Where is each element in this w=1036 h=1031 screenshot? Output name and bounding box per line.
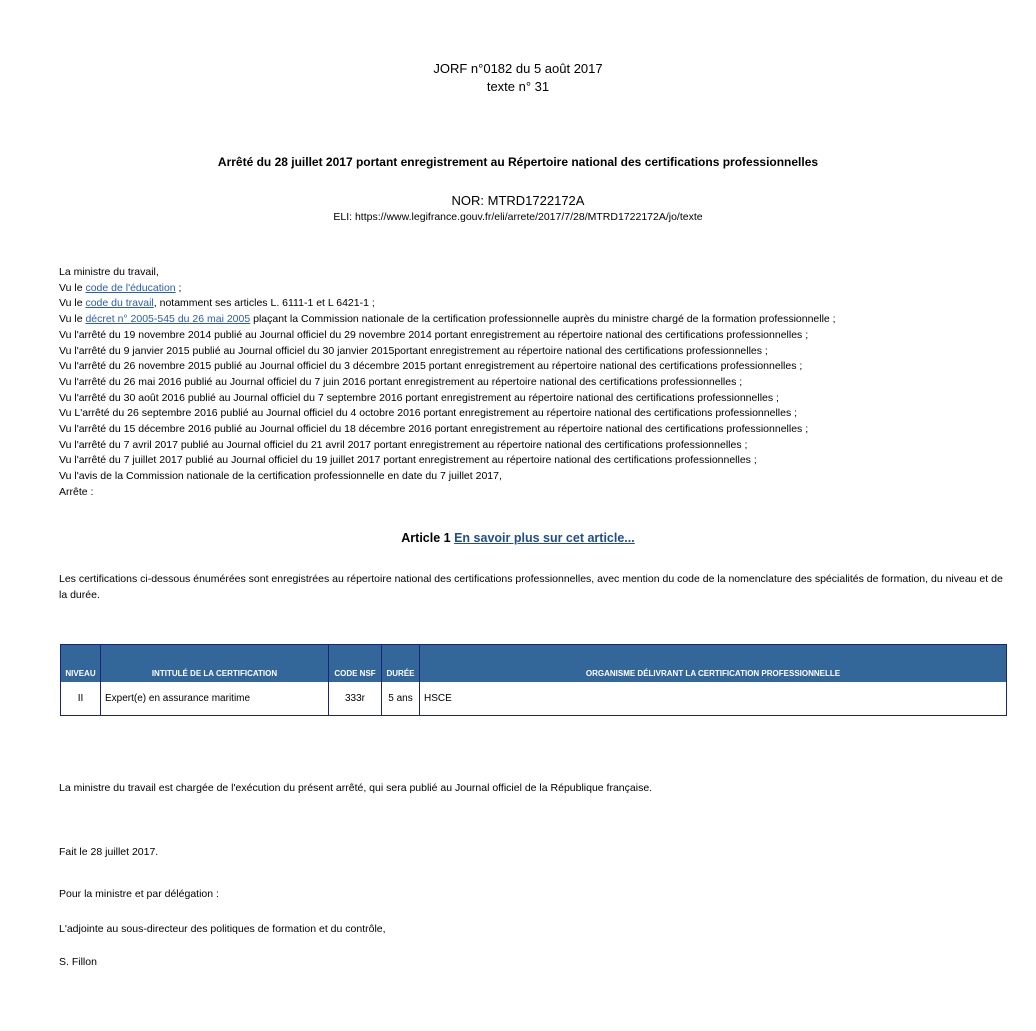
table-row [61, 682, 1007, 716]
visa-line: Vu l'arrêté du 30 août 2016 publié au Journal officiel du 7 septembre 2016 portant enregistrement au répertoire national des certifications professionnelles ; [59, 391, 779, 404]
table-header-row [61, 645, 1007, 683]
texte-number: texte n° 31 [486, 79, 550, 94]
visa-line: Vu l'arrêté du 26 novembre 2015 publié au Journal officiel du 3 décembre 2015 portant enregistrement au répertoire national des certifications professionnelles ; [59, 360, 803, 373]
article-label: Article 1 [401, 531, 451, 545]
cell-duree: 5 ans [382, 682, 420, 716]
visa-decret: Vu le décret n° 2005-545 du 26 mai 2005 plaçant la Commission nationale de la certification professionnelle auprès du ministre chargé de la formation professionnelle ; [59, 313, 836, 326]
arrete-line: Arrête : [59, 485, 94, 498]
header-intitule: INTITULÉ DE LA CERTIFICATION [101, 645, 329, 683]
journal-reference [0, 60, 1036, 96]
visa-travail: Vu le code du travail, notamment ses articles L. 6111-1 et L 6421-1 ; [59, 297, 375, 310]
nor-reference: NOR: MTRD1722172A [451, 193, 585, 208]
header-duree: DURÉE [382, 645, 420, 683]
header-organisme: ORGANISME DÉLIVRANT LA CERTIFICATION PROFESSIONNELLE [420, 645, 1007, 683]
visa-line: Vu l'arrêté du 15 décembre 2016 publié au Journal officiel du 18 décembre 2016 portant enregistrement au répertoire national des certifications professionnelles ; [59, 423, 809, 436]
document-title: Arrêté du 28 juillet 2017 portant enregistrement au Répertoire national des certifications professionnelles [217, 155, 819, 169]
visa-line: Vu l'arrêté du 7 avril 2017 publié au Journal officiel du 21 avril 2017 portant enregistrement au répertoire national des certifications professionnelles ; [59, 438, 748, 451]
visa-line: Vu l'arrêté du 19 novembre 2014 publié au Journal officiel du 29 novembre 2014 portant enregistrement au répertoire national des certifications professionnelles ; [59, 328, 809, 341]
decret-link[interactable]: décret n° 2005-545 du 26 mai 2005 [85, 313, 251, 326]
signatory-title: L'adjointe au sous-directeur des politiques de formation et du contrôle, [59, 923, 386, 935]
signing-date: Fait le 28 juillet 2017. [59, 846, 159, 858]
article-more-link[interactable]: En savoir plus sur cet article... [454, 531, 635, 545]
visas-section [59, 265, 1019, 501]
delegation-line: Pour la ministre et par délégation : [59, 888, 219, 900]
cell-intitule: Expert(e) en assurance maritime [101, 682, 329, 716]
certification-table [60, 644, 1007, 716]
visa-line: Vu l'arrêté du 7 juillet 2017 publié au Journal officiel du 19 juillet 2017 portant enregistrement au répertoire national des certifications professionnelles ; [59, 454, 757, 467]
eli-reference: ELI: https://www.legifrance.gouv.fr/eli/arrete/2017/7/28/MTRD1722172A/jo/texte [333, 211, 703, 223]
visa-line: Vu L'arrêté du 26 septembre 2016 publié au Journal officiel du 4 octobre 2016 portant enregistrement au répertoire national des certifications professionnelles ; [59, 407, 798, 420]
article-intro: Les certifications ci-dessous énumérées sont enregistrées au répertoire national des certifications professionnelles, avec mention du code de la nomenclature des spécialités de formation, du niveau et de la durée. [59, 573, 1003, 601]
code-travail-link[interactable]: code du travail [85, 297, 154, 310]
header-niveau: NIVEAU [61, 645, 101, 683]
cell-code-nsf: 333r [329, 682, 382, 716]
visa-line: Vu l'avis de la Commission nationale de la certification professionnelle en date du 7 juillet 2017, [59, 470, 502, 483]
visa-education: Vu le code de l'éducation ; [59, 281, 182, 294]
code-education-link[interactable]: code de l'éducation [85, 281, 176, 294]
minister-line: La ministre du travail, [59, 266, 159, 278]
cell-organisme: HSCE [420, 682, 1007, 716]
visa-line: Vu l'arrêté du 9 janvier 2015 publié au Journal officiel du 30 janvier 2015portant enregistrement au répertoire national des certifications professionnelles ; [59, 344, 768, 357]
header-code-nsf: CODE NSF [329, 645, 382, 683]
signatory-name: S. Fillon [59, 956, 97, 968]
article-heading [0, 530, 1036, 546]
cell-niveau: II [77, 693, 84, 704]
visa-line: Vu l'arrêté du 26 mai 2016 publié au Journal officiel du 7 juin 2016 portant enregistrement au répertoire national des certifications professionnelles ; [59, 375, 743, 388]
execution-clause: La ministre du travail est chargée de l'exécution du présent arrêté, qui sera publié au Journal officiel de la République française. [59, 782, 653, 794]
jorf-number: JORF n°0182 du 5 août 2017 [433, 61, 603, 76]
